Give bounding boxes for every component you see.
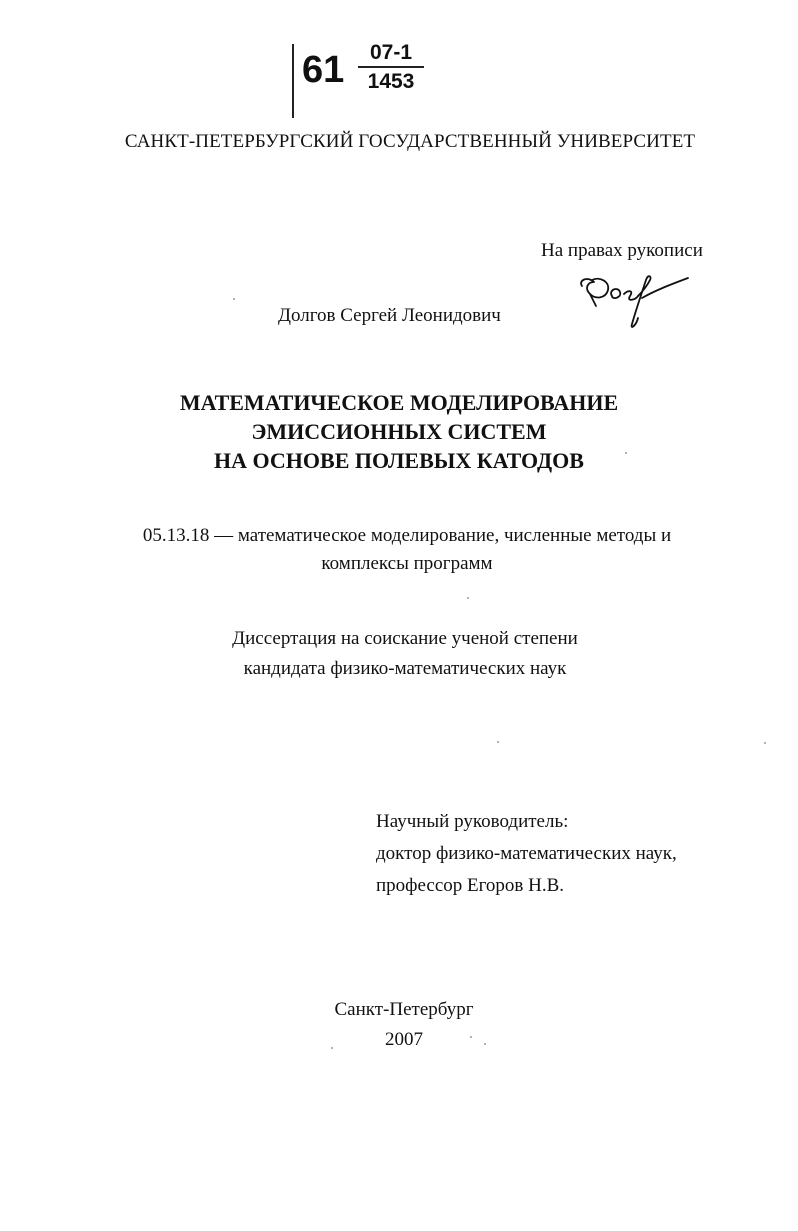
supervisor-line: профессор Егоров Н.В. <box>376 875 565 896</box>
city: Санкт-Петербург <box>334 999 474 1020</box>
author-name: Долгов Сергей Леонидович <box>278 305 501 326</box>
degree-line: кандидата физико-математических наук <box>243 658 567 679</box>
stamp-denominator: 1453 <box>367 70 415 93</box>
university-name: САНКТ-ПЕТЕРБУРГСКИЙ ГОСУДАРСТВЕННЫЙ УНИВЕРСИТЕТ <box>124 131 696 152</box>
scan-speck <box>764 742 766 744</box>
dissertation-title <box>0 388 798 475</box>
title-line: ЭМИССИОННЫХ СИСТЕМ <box>251 419 547 444</box>
scan-speck <box>497 741 499 743</box>
specialty <box>0 522 798 578</box>
stamp-bar <box>292 44 294 118</box>
specialty-line: 05.13.18 — математическое моделирование, численные методы и <box>142 525 672 546</box>
scan-speck <box>484 1043 486 1045</box>
rights-note: На правах рукописи <box>541 240 703 261</box>
degree-line: Диссертация на соискание ученой степени <box>232 628 578 649</box>
specialty-line: комплексы программ <box>321 553 493 574</box>
stamp-numerator: 07-1 <box>369 41 413 64</box>
stamp-fraction <box>358 40 424 94</box>
scan-speck <box>233 298 235 300</box>
scan-speck <box>470 1036 472 1038</box>
scan-speck <box>467 597 469 599</box>
signature-mark <box>570 268 700 332</box>
supervisor-line: Научный руководитель: <box>376 811 569 832</box>
stamp-fraction-line <box>358 66 424 68</box>
scan-speck <box>625 452 627 454</box>
supervisor-line: доктор физико-математических наук, <box>376 843 677 864</box>
place-and-year <box>0 995 798 1055</box>
stamp-main-number: 61 <box>302 49 345 91</box>
scan-speck <box>331 1047 333 1049</box>
year: 2007 <box>385 1029 423 1050</box>
degree-statement <box>0 624 798 684</box>
supervisor-block <box>376 806 677 902</box>
title-line: НА ОСНОВЕ ПОЛЕВЫХ КАТОДОВ <box>214 448 584 473</box>
title-line: МАТЕМАТИЧЕСКОЕ МОДЕЛИРОВАНИЕ <box>179 390 619 415</box>
